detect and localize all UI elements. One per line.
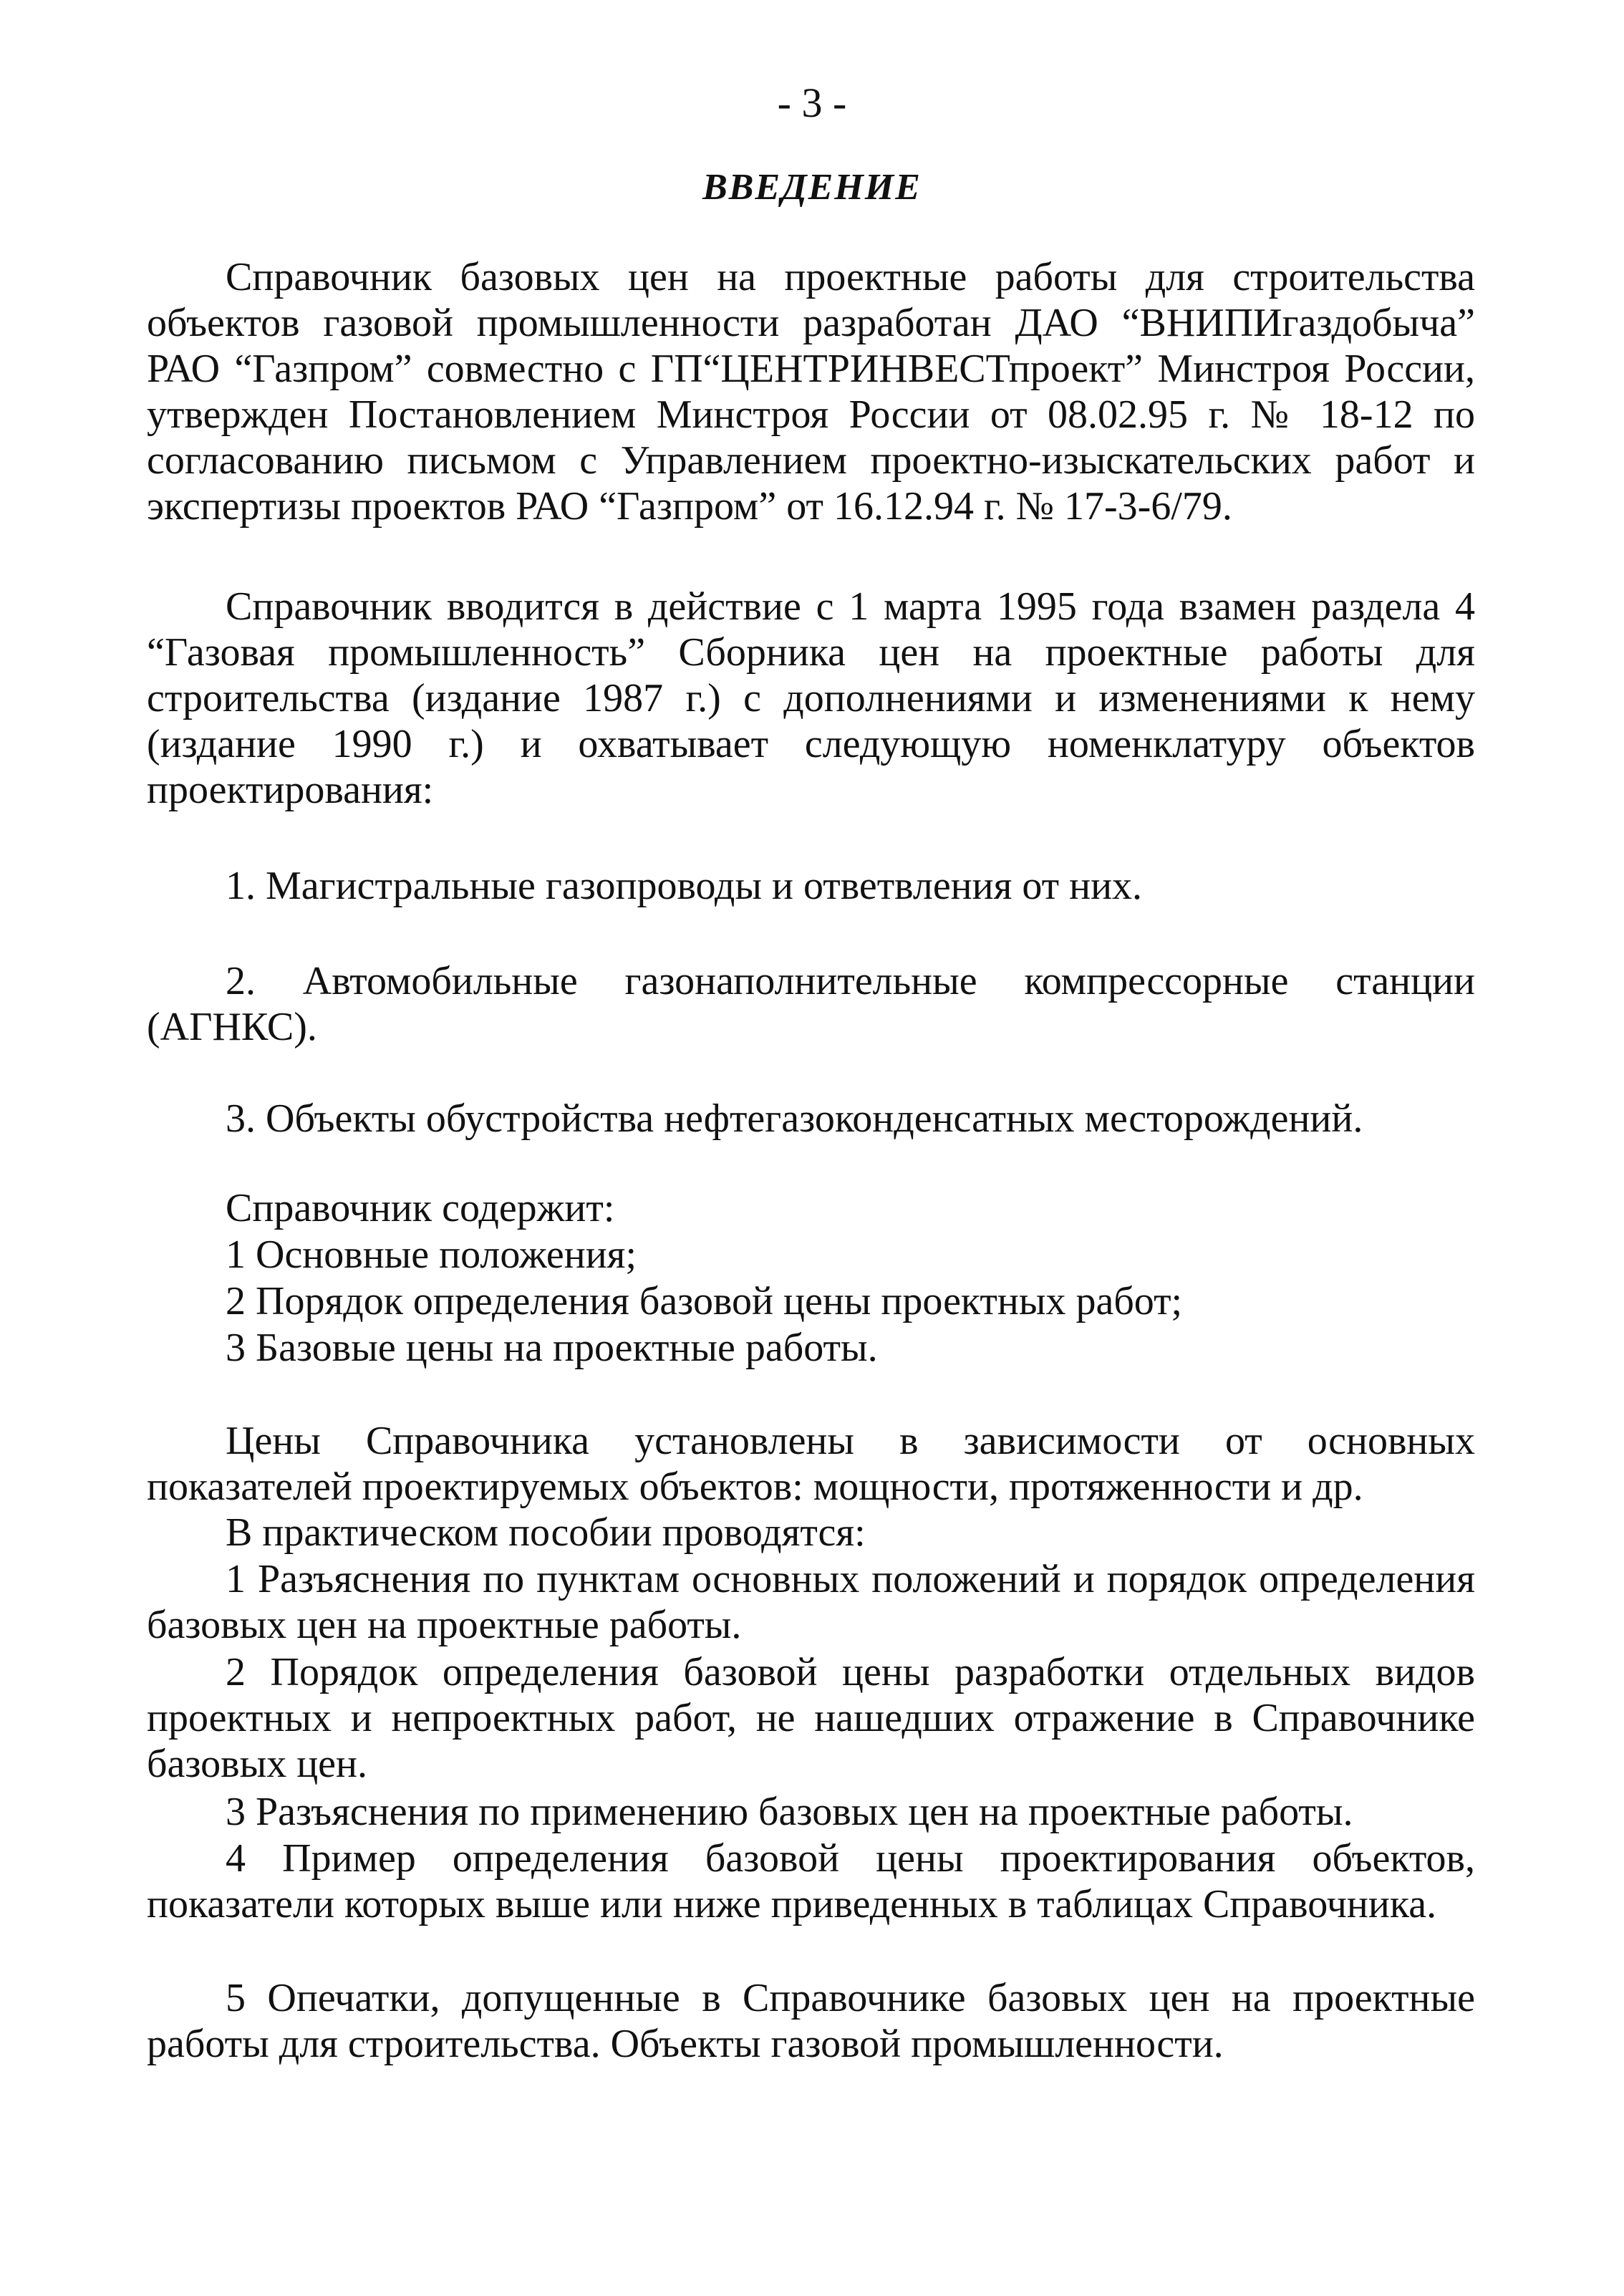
manual-item-4: 4 Пример определения базовой цены проектирования объектов, показатели которых выше или ниже приведенных в таблицах Справочника. xyxy=(147,1836,1475,1926)
contents-item-3: 3 Базовые цены на проектные работы. xyxy=(226,1326,878,1370)
manual-item-5: 5 Опечатки, допущенные в Справочнике базовых цен на проектные работы для строительства. Объекты газовой промышленности. xyxy=(147,1976,1475,2066)
manual-item-3: 3 Разъяснения по применению базовых цен на проектные работы. xyxy=(226,1790,1353,1834)
manual-item-2: 2 Порядок определения базовой цены разработки отдельных видов проектных и непроектных работ, не нашедших отражение в Справочнике базовых цен. xyxy=(147,1650,1475,1786)
object-item-2: 2. Автомобильные газонаполнительные компрессорные станции (АГНКС). xyxy=(147,959,1475,1049)
contents-item-1: 1 Основные положения; xyxy=(226,1233,637,1277)
prices-paragraph: Цены Справочника установлены в зависимости от основных показателей проектируемых объектов: мощности, протяженности и др. xyxy=(147,1419,1475,1509)
contents-intro: Справочник содержит: xyxy=(226,1186,615,1230)
intro-paragraph-1: Справочник базовых цен на проектные работы для строительства объектов газовой промышленности разработан ДАО “ВНИПИгаздобыча” РАО “Газпром” совместно с ГП“ЦЕНТРИНВЕСТпроект” Минстроя России, утвержден Постановлением Минстроя России от 08.02.95 г. № 18-12 по согласованию письмом с Управлением проектно-изыскательских работ и экспертизы проектов РАО “Газпром” от 16.12.94 г. № 17-3-6/79. xyxy=(147,255,1475,529)
manual-item-1: 1 Разъяснения по пунктам основных положений и порядок определения базовых цен на проектные работы. xyxy=(147,1557,1475,1647)
intro-paragraph-2: Справочник вводится в действие с 1 марта 1995 года взамен раздела 4 “Газовая промышленность” Сборника цен на проектные работы для строительства (издание 1987 г.) с дополнениями и изменениями к нему (издание 1990 г.) и охватывает следующую номенклатуру объектов проектирования: xyxy=(147,584,1475,812)
manual-intro: В практическом пособии проводятся: xyxy=(226,1510,866,1555)
object-item-1: 1. Магистральные газопроводы и ответвления от них. xyxy=(226,864,1143,908)
object-item-3: 3. Объекты обустройства нефтегазоконденсатных месторождений. xyxy=(226,1096,1363,1141)
contents-item-2: 2 Порядок определения базовой цены проектных работ; xyxy=(226,1279,1183,1323)
page-number: - 3 - xyxy=(777,79,847,126)
section-heading: ВВЕДЕНИЕ xyxy=(702,167,922,208)
